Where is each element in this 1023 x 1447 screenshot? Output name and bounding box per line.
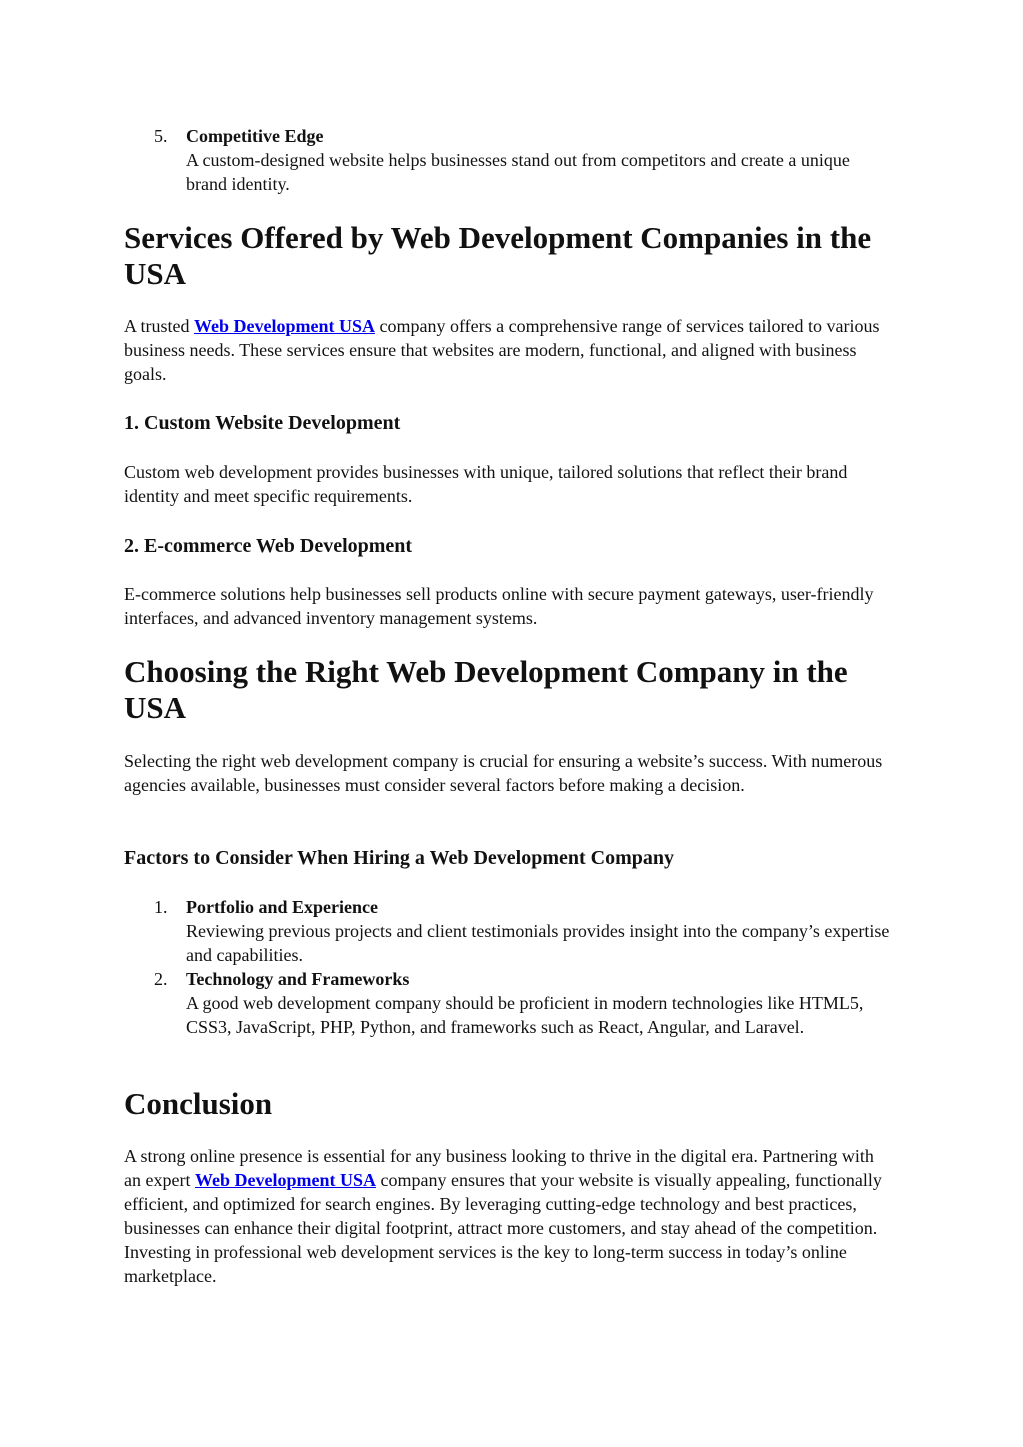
list-item-title: Portfolio and Experience [186, 897, 378, 917]
services-heading: Services Offered by Web Development Companies in the USA [124, 220, 872, 291]
conclusion-body [124, 1144, 894, 1288]
factors-list [124, 895, 894, 1039]
custom-website-heading: 1. Custom Website Development [124, 412, 401, 434]
list-number: 5. [154, 126, 168, 146]
ecommerce-heading: 2. E-commerce Web Development [124, 535, 413, 557]
custom-website-body: Custom web development provides businesses with unique, tailored solutions that reflect their brand identity and meet specific requirements. [124, 462, 848, 506]
conclusion-after: company ensures that your website is visually appealing, functionally efficient, and optimized for search engines. By leveraging cutting-edge technology and best practices, businesses can enhance their digital footprint, attract more customers, and stay ahead of the competition. Investing in professional web development services is the key to long-term success in today’s online marketplace. [124, 1170, 882, 1286]
list-item-portfolio [124, 895, 894, 967]
list-item-body: A good web development company should be proficient in modern technologies like HTML5, CSS3, JavaScript, PHP, Python, and frameworks such as React, Angular, and Laravel. [186, 993, 864, 1037]
list-item-competitive-edge [124, 124, 894, 196]
list-item-title: Competitive Edge [186, 126, 324, 146]
choosing-heading: Choosing the Right Web Development Company in the USA [124, 654, 848, 725]
list-item-body: Reviewing previous projects and client testimonials provides insight into the company’s expertise and capabilities. [186, 921, 890, 965]
list-item-body: A custom-designed website helps businesses stand out from competitors and create a unique brand identity. [186, 150, 850, 194]
list-item-title: Technology and Frameworks [186, 969, 410, 989]
list-item-technology [124, 967, 894, 1039]
web-development-usa-link[interactable]: Web Development USA [194, 316, 375, 336]
web-development-usa-link[interactable]: Web Development USA [194, 1170, 376, 1190]
services-intro-before: A trusted [124, 316, 194, 336]
conclusion-before: A strong online presence is essential for any business looking to thrive in the digital era. Partnering with an expert [124, 1146, 874, 1190]
services-intro [124, 314, 894, 386]
services-intro-after: company offers a comprehensive range of services tailored to various business needs. These services ensure that websites are modern, functional, and aligned with business goals. [124, 316, 880, 384]
list-number: 2. [154, 969, 168, 989]
ecommerce-body: E-commerce solutions help businesses sell products online with secure payment gateways, user-friendly interfaces, and advanced inventory management systems. [124, 584, 874, 628]
conclusion-heading: Conclusion [124, 1086, 273, 1121]
list-number: 1. [154, 897, 168, 917]
choosing-body: Selecting the right web development company is crucial for ensuring a website’s success. With numerous agencies available, businesses must consider several factors before making a decision. [124, 751, 883, 795]
factors-heading: Factors to Consider When Hiring a Web Development Company [124, 847, 675, 869]
list-top [124, 124, 894, 196]
